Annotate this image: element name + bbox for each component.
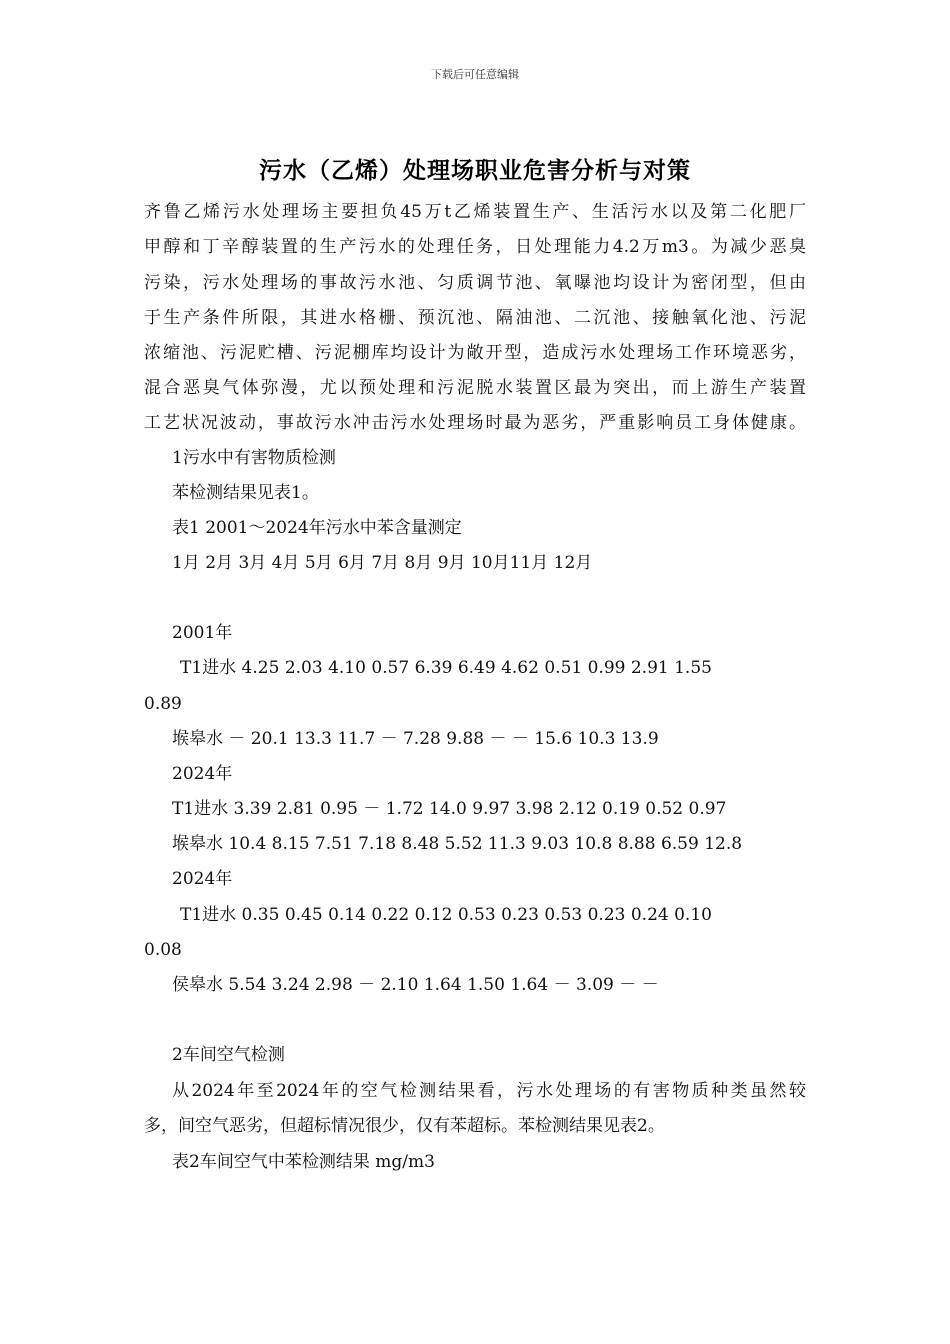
- table-year-label: 2024年: [172, 764, 233, 784]
- paragraph-line: 浓缩池、污泥贮槽、污泥棚库均设计为敞开型，造成污水处理场工作环境恶劣，: [144, 343, 806, 363]
- table-row-wrap: 0.89: [144, 694, 182, 714]
- download-note: 下载后可任意编辑: [431, 68, 519, 81]
- paragraph-line: 于生产条件所限，其进水格栅、预沉池、隔油池、二沉池、接触氧化池、污泥: [144, 308, 806, 328]
- paragraph-line: 从2024年至2024年的空气检测结果看，污水处理场的有害物质种类虽然较: [172, 1081, 806, 1101]
- table-row: T1进水 0.35 0.45 0.14 0.22 0.12 0.53 0.23 0.53 0.23 0.24 0.10: [180, 905, 712, 925]
- section-heading: 1污水中有害物质检测: [172, 448, 336, 468]
- paragraph-line: 污染，污水处理场的事故污水池、匀质调节池、氧曝池均设计为密闭型，但由: [144, 273, 806, 293]
- table-row: T1进水 3.39 2.81 0.95 － 1.72 14.0 9.97 3.98 2.12 0.19 0.52 0.97: [172, 799, 727, 819]
- paragraph-line: 齐鲁乙烯污水处理场主要担负45万t乙烯装置生产、生活污水以及第二化肥厂: [144, 202, 806, 222]
- table-row: 侯皋水 5.54 3.24 2.98 － 2.10 1.64 1.50 1.64 － 3.09 － －: [172, 975, 659, 995]
- table-year-label: 2024年: [172, 869, 233, 889]
- table-caption: 表1 2001～2024年污水中苯含量测定: [172, 518, 462, 538]
- table-row: T1进水 4.25 2.03 4.10 0.57 6.39 6.49 4.62 0.51 0.99 2.91 1.55: [180, 658, 712, 678]
- paragraph-line: 多，间空气恶劣，但超标情况很少，仅有苯超标。苯检测结果见表2。: [144, 1116, 665, 1136]
- page-title: 污水（乙烯）处理场职业危害分析与对策: [259, 157, 691, 184]
- section-text: 苯检测结果见表1。: [172, 483, 319, 503]
- table-row-wrap: 0.08: [144, 940, 182, 960]
- table-row: 堠皋水 10.4 8.15 7.51 7.18 8.48 5.52 11.3 9.03 10.8 8.88 6.59 12.8: [172, 834, 743, 854]
- table-month-header: 1月 2月 3月 4月 5月 6月 7月 8月 9月 10月11月 12月: [172, 553, 593, 573]
- paragraph-line: 工艺状况波动，事故污水冲击污水处理场时最为恶劣，严重影响员工身体健康。: [144, 413, 806, 433]
- table-row: 堠皋水 － 20.1 13.3 11.7 － 7.28 9.88 － － 15.6 10.3 13.9: [172, 729, 659, 749]
- table-year-label: 2001年: [172, 623, 233, 643]
- section-heading: 2车间空气检测: [172, 1045, 285, 1065]
- paragraph-line: 混合恶臭气体弥漫，尤以预处理和污泥脱水装置区最为突出，而上游生产装置: [144, 378, 806, 398]
- paragraph-line: 甲醇和丁辛醇装置的生产污水的处理任务，日处理能力4.2万m3。为减少恶臭: [144, 237, 806, 257]
- table-caption: 表2车间空气中苯检测结果 mg/m3: [172, 1152, 435, 1172]
